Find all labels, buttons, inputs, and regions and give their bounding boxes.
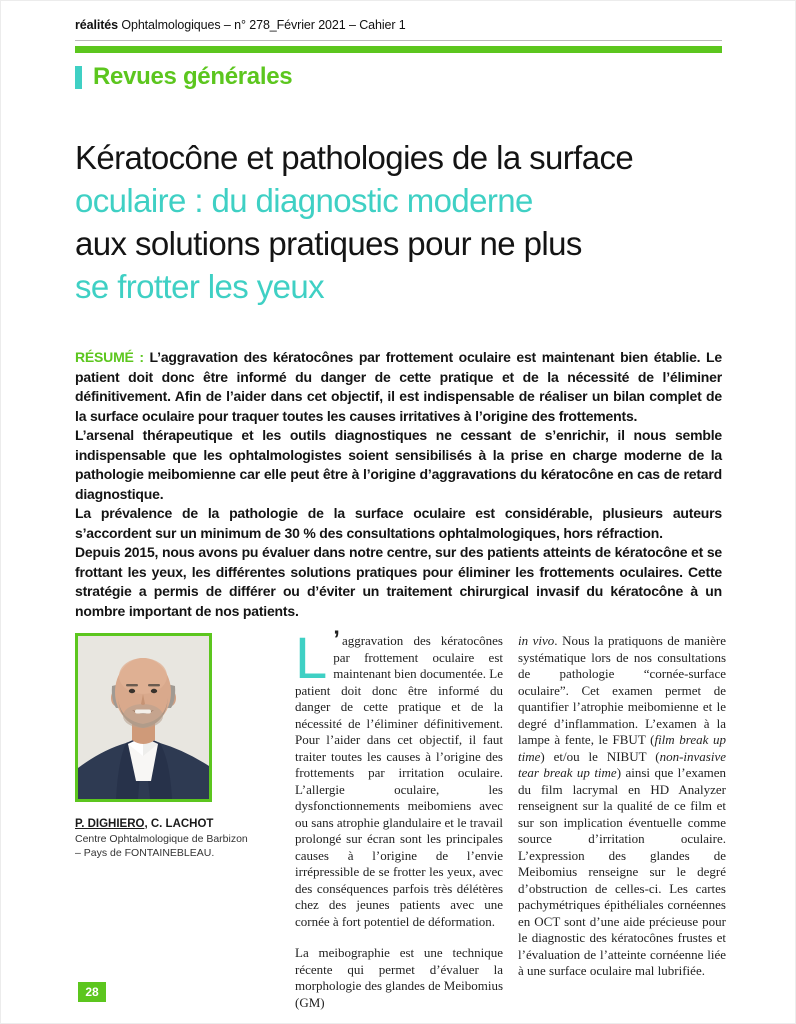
author-name-1: P. DIGHIERO: [75, 818, 145, 830]
author-name-2: , C. LACHOT: [144, 818, 214, 830]
article-title: [75, 136, 735, 308]
article-body: [75, 626, 727, 1011]
resume-paragraph-1: [75, 348, 722, 426]
body-p3-seg-6: ) ainsi que l’examen du film lacrymal en HD Analyzer renseignent sur la qualité de ce film et sur son implication éventuelle comme source d’irritation oculaire. L’expression des glandes de Meibomius renseigne sur le degré d’obstruction de celles-ci. Les cartes pachymétriques épithéliales cornéennes en OCT sont d’une aide précieuse pour le diagnostic des kératocônes frustes et l’évaluation de l’atteinte cornéenne liée à une surface oculaire mal lubrifiée.: [518, 765, 726, 978]
resume-paragraph-4: Depuis 2015, nous avons pu évaluer dans notre centre, sur des patients atteints de kératocône et se frottant les yeux, les différentes solutions pratiques pour éliminer les frottements oculaires. Cette stratégie a permis de différer ou d’éviter un traitement chirurgical invasif du kératocône à un nombre important de nos patients.: [75, 544, 722, 619]
body-p3-seg-1: in vivo: [518, 633, 555, 648]
section-label: Revues générales: [93, 63, 293, 90]
title-line-2: oculaire : du diagnostic moderne: [75, 182, 533, 219]
body-column-2: [518, 633, 726, 1011]
title-line-1: Kératocône et pathologies de la surface: [75, 139, 634, 176]
journal-header: [75, 18, 406, 32]
section-marker-bar: [75, 66, 82, 89]
title-line-3: aux solutions pratiques pour ne plus: [75, 225, 582, 262]
header-hairline: [75, 40, 722, 41]
dropcap-letter: L: [295, 626, 328, 691]
body-column-1: [295, 626, 503, 1011]
body-paragraph-1-text: aggravation des kératocônes par frottement oculaire est maintenant bien documentée. Le patient doit donc être informé du danger de cette pratique et de la nécessité de l’éliminer définitivement. Pour l’aider dans cet objectif, il faut traiter toutes les causes à l’origine des frottements par irritation oculaire. L’allergie oculaire, les dysfonctionnements meibomiens avec ou sans atrophie glandulaire et le travail prolongé sur écran sont les principales causes à l’origine de l’envie irrépressible de se frotter les yeux, avec des conséquences parfois très délétères chez des jeunes patients avec une cornée à fort potentiel de déformation.: [295, 633, 503, 929]
dropcap-apostrophe: ’: [333, 626, 340, 653]
resume-paragraph-3: La prévalence de la pathologie de la surface oculaire est considérable, plusieurs auteurs s’accordent sur un minimum de 30 % des consultations ophtalmologiques, hors réfraction.: [75, 505, 722, 541]
body-p3-seg-3: film break up time: [518, 732, 726, 764]
author-photo: [75, 633, 212, 802]
author-affiliation-line-1: Centre Ophtalmologique de Barbizon: [75, 833, 248, 845]
author-column: [75, 633, 280, 1011]
resume-paragraph-1-text: L’aggravation des kératocônes par frottement oculaire est maintenant bien établie. Le patient doit donc être informé du danger de cette pratique et de la nécessité de l’éliminer définitivement. Afin de l’aider dans cet objectif, il est indispensable de réaliser un bilan complet de la surface oculaire pour traquer toutes les causes irritatives à l’origine des frottements.: [75, 349, 722, 424]
author-affiliation: [75, 833, 280, 860]
body-paragraph-2: La meibographie est une technique récente qui permet d’évaluer la morphologie des glandes de Meibomius (GM): [295, 945, 503, 1010]
body-paragraph-1: [295, 626, 503, 930]
section-header: [75, 63, 292, 91]
resume-label: RÉSUMÉ :: [75, 349, 144, 365]
header-green-bar: [75, 46, 722, 53]
journal-issue: Ophtalmologiques – n° 278_Février 2021 – Cahier 1: [117, 18, 406, 32]
body-p3-seg-2: . Nous la pratiquons de manière systématique lors de nos consultations de pathologie “cornée-surface oculaire”. Cet examen permet de quantifier l’atrophie meibomienne et le degré d’inflammation. L’examen à la lampe à fente, le FBUT (: [518, 633, 727, 747]
body-paragraph-3: [518, 633, 726, 980]
resume-block: [75, 348, 722, 621]
title-line-4: se frotter les yeux: [75, 268, 325, 305]
body-p3-seg-5: non-invasive tear break up time: [518, 748, 726, 780]
author-names: [75, 818, 280, 830]
journal-brand: réalités: [75, 18, 118, 32]
page-number-badge: 28: [78, 982, 106, 1002]
author-portrait-illustration: [78, 636, 209, 799]
resume-paragraph-2: L’arsenal thérapeutique et les outils diagnostiques ne cessant de s’enrichir, il nous semble indispensable que les ophtalmologistes soient sensibilisés à la prise en charge moderne de la pathologie meibomienne car elle peut être à l’origine d’aggravations du kératocône en cas de retard diagnostique.: [75, 427, 722, 502]
body-p3-seg-4: ) et/ou le NIBUT (: [540, 748, 660, 764]
author-affiliation-line-2: – Pays de FONTAINEBLEAU.: [75, 846, 215, 859]
